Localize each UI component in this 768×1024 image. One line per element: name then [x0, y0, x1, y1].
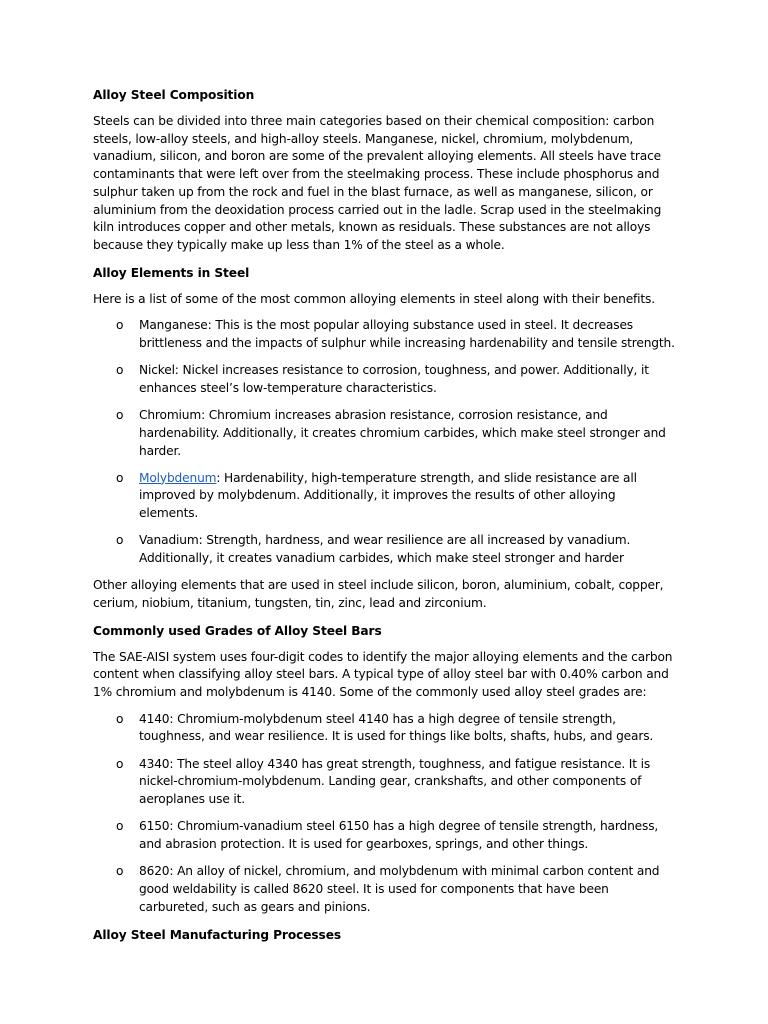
list-item-text: 4140: Chromium-molybdenum steel 4140 has a high degree of tensile strength, toughness, and wear resilience. It is used for things like bolts, shafts, hubs, and gears. [139, 711, 654, 744]
grades-intro-paragraph: The SAE-AISI system uses four-digit codes to identify the major alloying elements and the carbon content when classifying alloy steel bars. A typical type of alloy steel bar with 0.40% carbon and 1% chromium and molybdenum is 4140. Some of the commonly used alloy steel grades are: [93, 649, 673, 700]
other-elements-paragraph: Other alloying elements that are used in steel include silicon, boron, aluminium, cobalt, copper, cerium, niobium, titanium, tungsten, tin, zinc, lead and zirconium. [93, 578, 664, 610]
bullet-marker: o [116, 408, 124, 423]
list-item-4140 [93, 711, 678, 746]
list-item-chromium [93, 407, 678, 460]
elements-intro-paragraph: Here is a list of some of the most common alloying elements in steel along with their benefits. [93, 291, 655, 306]
bullet-marker: o [116, 363, 124, 378]
composition-paragraph: Steels can be divided into three main categories based on their chemical composition: carbon steels, low-alloy steels, and high-alloy steels. Manganese, nickel, chromium, molybdenum, vanadium, silicon, and boron are some of the prevalent alloying elements. All steels have trace contaminants that were left over from the steelmaking process. These include phosphorus and sulphur taken up from the rock and fuel in the blast furnace, as well as manganese, silicon, or aluminium from the deoxidation process carried out in the ladle. Scrap used in the steelmaking kiln introduces copper and other metals, known as residuals. These substances are not alloys because they typically make up less than 1% of the steel as a whole. [93, 114, 662, 252]
list-item-manganese [93, 317, 678, 352]
list-item-text: 8620: An alloy of nickel, chromium, and molybdenum with minimal carbon content and good weldability is called 8620 steel. It is used for components that have been carbureted, such as gears and pinions. [139, 864, 660, 914]
molybdenum-link[interactable]: Molybdenum [139, 470, 217, 485]
list-item-4340 [93, 756, 678, 809]
bullet-marker: o [116, 711, 124, 726]
steel-grades-list [93, 711, 678, 917]
list-item-nickel [93, 362, 678, 397]
list-item-text: 4340: The steel alloy 4340 has great strength, toughness, and fatigue resistance. It is nickel-chromium-molybdenum. Landing gear, crankshafts, and other components of aeroplanes use it. [139, 756, 651, 807]
list-item-text: Vanadium: Strength, hardness, and wear resilience are all increased by vanadium. Additionally, it creates vanadium carbides, which make steel stronger and harder [139, 533, 631, 566]
list-item-text: Manganese: This is the most popular alloying substance used in steel. It decreases brittleness and the impacts of sulphur while increasing hardenability and tensile strength. [139, 318, 675, 351]
heading-alloy-steel-composition: Alloy Steel Composition [93, 88, 255, 102]
list-item-8620 [93, 863, 678, 916]
list-item-molybdenum [93, 470, 678, 523]
bullet-marker: o [116, 756, 124, 771]
list-item-text: Nickel: Nickel increases resistance to corrosion, toughness, and power. Additionally, it enhances steel’s low-temperature characteristics. [139, 363, 649, 395]
alloy-elements-list [93, 317, 678, 567]
bullet-marker: o [116, 533, 124, 548]
bullet-marker: o [116, 470, 124, 485]
document-page [93, 86, 678, 953]
list-item-vanadium [93, 532, 678, 567]
bullet-marker: o [116, 864, 124, 879]
heading-commonly-used-grades: Commonly used Grades of Alloy Steel Bars [93, 623, 382, 638]
bullet-marker: o [116, 819, 124, 834]
list-item-text: 6150: Chromium-vanadium steel 6150 has a high degree of tensile strength, hardness, and abrasion protection. It is used for gearboxes, springs, and other things. [139, 819, 659, 851]
list-item-6150 [93, 818, 678, 853]
bullet-marker: o [116, 318, 124, 333]
heading-alloy-elements: Alloy Elements in Steel [93, 265, 250, 280]
list-item-text: : Hardenability, high-temperature strength, and slide resistance are all improved by molybdenum. Additionally, it improves the results of other alloying elements. [139, 470, 637, 521]
heading-manufacturing-processes: Alloy Steel Manufacturing Processes [93, 927, 342, 942]
list-item-text: Chromium: Chromium increases abrasion resistance, corrosion resistance, and hardenability. Additionally, it creates chromium carbides, which make steel stronger and harder. [139, 408, 666, 458]
